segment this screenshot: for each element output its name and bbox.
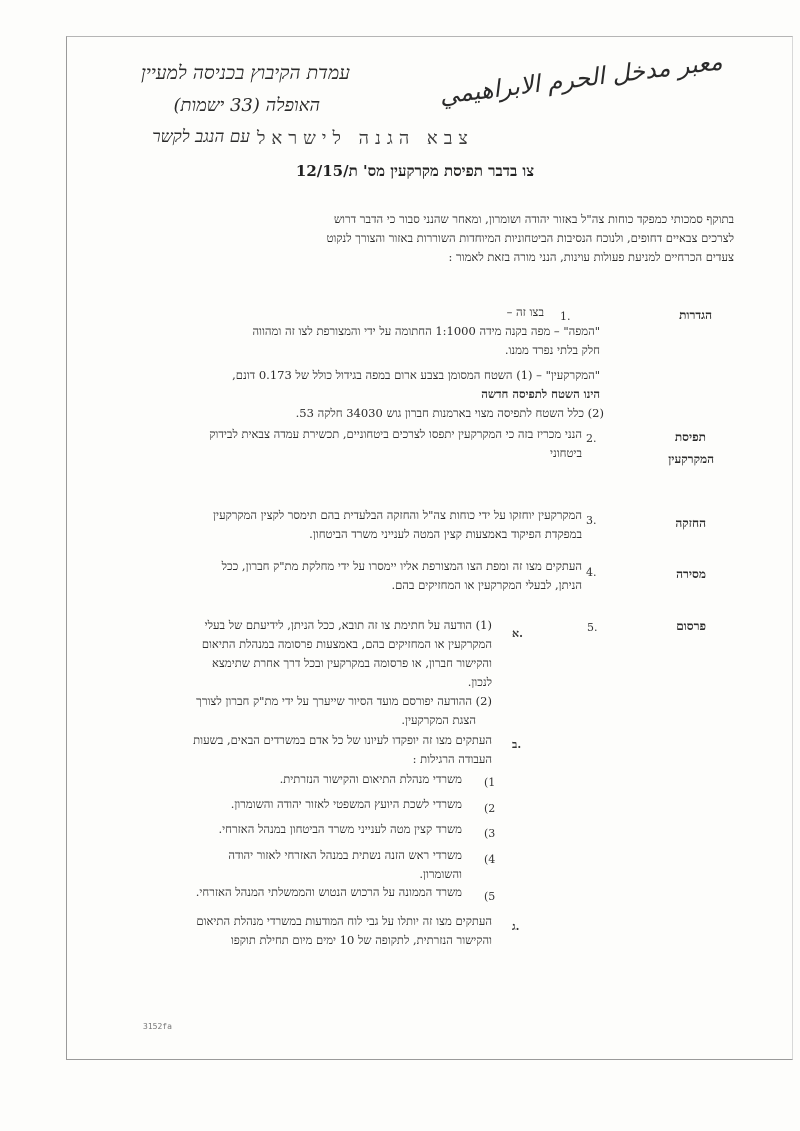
section-4-line: העתקים מצו זה ומפת הצו המצורפת אליו יימסרו על ידי מחלקת מת"ק חברון, ככל	[221, 559, 582, 573]
section-5b-line: העתקים מצו זה יופקדו לעיונו של כל אדם במשרדים הבאים, בשעות	[193, 733, 492, 747]
section-5a-line: לנכון.	[467, 675, 492, 689]
intro-line: לצרכים צבאיים דחופים, ולנוכח הנסיבות הביטחוניות המיוחדות השוררות באזור והצורך לנקוט	[326, 231, 734, 245]
intro-line: צעדים הכרחיים למניעת פעולות עוינות, הנני מורה בזאת לאמור :	[448, 250, 734, 264]
intro-paragraph	[114, 210, 734, 267]
section-5a-line: והקישור חברון, או פרסומה במקרקעין ובכל דרך אחרת שתימצא	[211, 656, 492, 670]
definition-map-line: חלק בלתי נפרד ממנו.	[504, 343, 600, 357]
section-5b-text	[107, 731, 492, 769]
section-2-line: הנני מכריז בזה כי המקרקעין יתפסו לצרכים ביטחוניים, תכשירת עמדה צבאית לבידוק	[209, 427, 582, 441]
section-5b-line: העבודה הרגילות :	[412, 752, 492, 766]
section-4-label: מסירה	[676, 567, 706, 581]
section-3-label: החזקה	[675, 516, 706, 530]
definition-land-block: (2) כלל השטח לתפיסה מצוי בארמנות חברון גוש 34030 חלקה 53.	[295, 406, 604, 420]
handwritten-arabic-note: معبر مدخل الحرم الابراهيمي	[438, 47, 724, 110]
list-item-line: והשומרון.	[419, 867, 462, 881]
list-item: משרד קצין מטה לענייני משרד הביטחון במנהל האזרחי.	[218, 822, 462, 836]
section-1-lead: בצו זה –	[506, 305, 544, 319]
section-5b-letter: ב.	[512, 738, 522, 751]
list-item	[122, 846, 462, 884]
list-item: משרדי מנהלת התיאום והקישור הנזרתית.	[279, 772, 462, 786]
definition-land	[130, 366, 600, 404]
section-2-label-2: המקרקעין	[668, 452, 714, 466]
section-2-text	[112, 425, 582, 463]
section-5-number: 5.	[587, 621, 598, 634]
section-5a-line: (2) ההודעה יפורסם מועד הסיור שייערך על ידי מת"ק חברון לצורך	[196, 694, 492, 708]
section-5c-text	[107, 912, 492, 950]
definition-map	[130, 322, 600, 360]
definition-land-new-area: הינו השטח לתפיסה חדשה	[481, 387, 600, 401]
section-5a-line: (1) הודעה על חתימת צו זה תובא, ככל הניתן, לידיעתם של בעלי	[204, 618, 492, 632]
handwritten-line-3: עם הנגב לקשר	[152, 127, 250, 147]
section-5a-2	[107, 692, 492, 730]
handwritten-line-1: עמדת הקיבוץ בכניסה למעיין	[141, 62, 350, 84]
section-5a-line: המקרקעין או המחזיקים בהם, באמצעות פרסומה במנהלת התיאום	[201, 637, 492, 651]
section-4-text	[112, 557, 582, 595]
handwritten-line-2: האופלה (33 ישמות)	[173, 95, 320, 116]
order-title: צו בדבר תפיסת מקרקעין מס' ת/12/15	[295, 162, 535, 180]
list-item-number: (5	[484, 890, 496, 903]
section-5a-line: הצגת המקרקעין.	[401, 713, 476, 727]
army-name: צבא הגנה לישראל	[257, 128, 474, 149]
intro-line: בתוקף סמכותי כמפקד כוחות צה"ל באזור יהודה ושומרון, ומאחר שהנני סבור כי הדבר דרוש	[333, 212, 734, 226]
section-1-number: 1.	[560, 310, 571, 323]
section-5c-line: העתקים מצו זה יותלו על גבי לוח המודעות במשרדי מנהלת התיאום	[196, 914, 492, 928]
stamp-code: 3152fa	[143, 1022, 172, 1031]
section-4-number: 4.	[586, 566, 597, 579]
section-3-text	[112, 506, 582, 544]
section-5a-1	[107, 616, 492, 692]
section-3-line: המקרקעין יוחזקו על ידי כוחות צה"ל והחזקה הבלעדית בהם תימסר לקצין המקרקעין	[213, 508, 582, 522]
page-border	[66, 36, 793, 1060]
section-2-label: תפיסת	[674, 430, 706, 444]
section-2-number: 2.	[586, 432, 597, 445]
section-5c-letter: ג.	[512, 920, 520, 933]
section-3-number: 3.	[586, 514, 597, 527]
section-5c-line: והקישור הנזרתית, לתקופה של 10 ימים מיום תחילת תוקפו	[230, 933, 492, 947]
list-item-number: (4	[484, 853, 496, 866]
section-3-line: במפקדת הפיקוד באמצעות קצין המטה לענייני משרד הביטחון.	[309, 527, 582, 541]
section-2-line: ביטחוני	[549, 446, 582, 460]
list-item-number: (1	[484, 776, 496, 789]
section-5-label: פרסום	[676, 619, 706, 633]
list-item: משרד הממונה על הרכוש הנטוש והממשלתי המנהל האזרחי.	[195, 885, 462, 899]
list-item: משרדי לשכת היועץ המשפטי לאזור יהודה והשומרון.	[230, 797, 462, 811]
section-5a-letter: א.	[512, 627, 523, 640]
list-item-number: (3	[484, 827, 496, 840]
definition-map-line: "המפה" – מפה בקנה מידה 1:1000 החתומה על ידי והמצורפת לצו זה ומהווה	[252, 324, 600, 338]
definition-land-line: "המקרקעין" – (1) השטח המסומן בצבע ארום במפה בגידול כולל של 0.173 דונם,	[232, 368, 600, 382]
list-item-line: משרדי ראש הזנה נשתית במנהל האזרחי לאזור יהודה	[228, 848, 462, 862]
list-item-number: (2	[484, 802, 496, 815]
section-1-label: הגדרות	[679, 308, 712, 322]
section-4-line: הניתן, לבעלי המקרקעין או המחזיקים בהם.	[391, 578, 582, 592]
